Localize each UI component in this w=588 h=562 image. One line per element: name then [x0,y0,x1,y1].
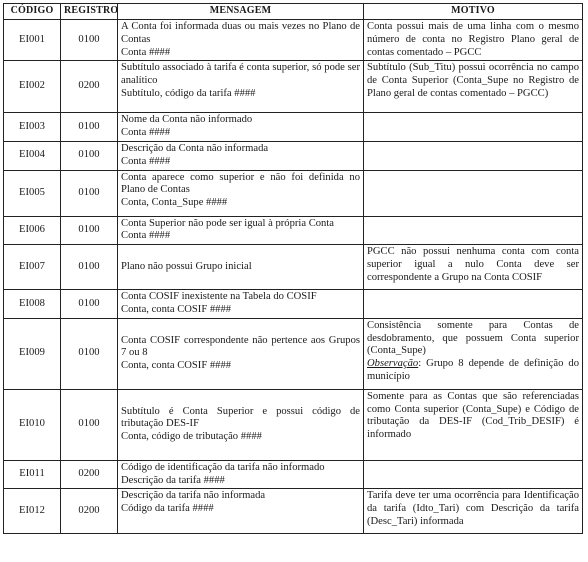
cell-mensagem [118,113,364,142]
table-row [4,318,583,389]
mensagem-line: Nome da Conta não informado [121,114,253,126]
mensagem-line: Conta, Conta_Supe #### [121,197,228,209]
cell-codigo: EI009 [4,318,61,389]
header-motivo: MOTIVO [364,4,583,20]
observacao-label: Observação [367,358,419,370]
cell-registro: 0100 [61,245,118,290]
header-registro: REGISTRO [61,4,118,20]
cell-codigo: EI007 [4,245,61,290]
cell-codigo: EI012 [4,489,61,534]
cell-motivo [364,113,583,142]
motivo-line: Conta possui mais de uma linha com o mesmo número de conta no Registro Plano geral de contas comentado – PGCC [367,21,579,58]
cell-registro: 0100 [61,216,118,245]
motivo-line: Consistência somente para Contas de desdobramento, que possuem Conta superior (Conta_Supe) [367,319,579,357]
table-row [4,170,583,216]
mensagem-line: Descrição da tarifa não informada [121,490,266,502]
mensagem-line: Conta, conta COSIF #### [121,303,232,315]
cell-registro: 0200 [61,61,118,113]
cell-codigo: EI005 [4,170,61,216]
mensagem-line: Conta Superior não pode ser igual à própria Conta [121,217,334,229]
table-row [4,141,583,170]
table-row [4,113,583,142]
table-row [4,245,583,290]
cell-registro: 0100 [61,290,118,319]
cell-codigo: EI011 [4,460,61,489]
cell-registro: 0200 [61,460,118,489]
mensagem-line: Conta #### [121,46,171,58]
cell-registro: 0100 [61,20,118,61]
table-row [4,460,583,489]
motivo-line: Subtítulo (Sub_Titu) possui ocorrência no campo de Conta Superior (Conta_Supe no Registro de Plano geral de contas comentado – PGCC) [367,62,579,99]
cell-codigo: EI006 [4,216,61,245]
cell-mensagem [118,141,364,170]
table-row [4,216,583,245]
error-codes-table [3,3,583,534]
cell-mensagem [118,20,364,61]
cell-mensagem [118,245,364,290]
mensagem-line: Subtítulo é Conta Superior e possui código de tributação DES-IF [121,405,360,430]
table-row [4,20,583,61]
table-row [4,389,583,460]
cell-motivo [364,170,583,216]
mensagem-line: Conta COSIF correspondente não pertence aos Grupos 7 ou 8 [121,334,360,359]
cell-motivo [364,460,583,489]
cell-motivo [364,290,583,319]
motivo-line: Tarifa deve ter uma ocorrência para Identificação da tarifa (Idto_Tari) com Descrição da tarifa (Desc_Tari) informada [367,490,579,527]
cell-codigo: EI008 [4,290,61,319]
mensagem-line: Plano não possui Grupo inicial [121,260,252,272]
cell-mensagem [118,489,364,534]
cell-motivo [364,141,583,170]
mensagem-line: Conta #### [121,155,171,167]
cell-motivo [364,245,583,290]
observacao-text: : Grupo 8 depende de definição do município [367,358,579,382]
cell-mensagem [118,61,364,113]
mensagem-line: Conta, código de tributação #### [121,431,262,443]
cell-registro: 0100 [61,318,118,389]
cell-motivo [364,318,583,389]
motivo-observacao [367,358,579,384]
mensagem-line: Conta #### [121,230,171,242]
mensagem-line: Descrição da tarifa #### [121,474,225,486]
cell-codigo: EI002 [4,61,61,113]
mensagem-line: Subtítulo associado à tarifa é conta superior, só pode ser analítico [121,62,360,87]
cell-motivo [364,20,583,61]
cell-mensagem [118,460,364,489]
motivo-line: PGCC não possui nenhuma conta com conta superior igual a nulo Conta deve ser correspondente a Grupo na Conta COSIF [367,246,579,283]
document-page [3,3,582,534]
mensagem-line: Conta COSIF inexistente na Tabela do COSIF [121,291,317,303]
cell-mensagem [118,290,364,319]
table-row [4,489,583,534]
mensagem-line: Conta, conta COSIF #### [121,360,232,372]
mensagem-line: Conta aparece como superior e não foi definida no Plano de Contas [121,171,360,196]
table-row [4,290,583,319]
cell-registro: 0100 [61,113,118,142]
mensagem-line: Código de identificação da tarifa não informado [121,461,325,473]
motivo-line: Somente para as Contas que são referenciadas como Conta superior (Conta_Supe) e Código de tributação da DES-IF (Cod_Trib_DESIF) é informado [367,390,579,441]
table-row [4,61,583,113]
cell-motivo [364,389,583,460]
cell-codigo: EI004 [4,141,61,170]
cell-codigo: EI003 [4,113,61,142]
cell-codigo: EI001 [4,20,61,61]
cell-mensagem [118,389,364,460]
table-header-row [4,4,583,20]
header-codigo: CÓDIGO [4,4,61,20]
cell-motivo [364,216,583,245]
mensagem-line: Descrição da Conta não informada [121,142,269,154]
cell-registro: 0100 [61,141,118,170]
cell-mensagem [118,170,364,216]
cell-mensagem [118,318,364,389]
mensagem-line: Subtítulo, código da tarifa #### [121,87,256,99]
cell-motivo [364,61,583,113]
cell-registro: 0200 [61,489,118,534]
mensagem-line: Código da tarifa #### [121,503,214,515]
mensagem-line: A Conta foi informada duas ou mais vezes no Plano de Contas [121,21,360,45]
cell-registro: 0100 [61,170,118,216]
cell-motivo [364,489,583,534]
cell-registro: 0100 [61,389,118,460]
cell-codigo: EI010 [4,389,61,460]
cell-mensagem [118,216,364,245]
header-mensagem: MENSAGEM [118,4,364,20]
mensagem-line: Conta #### [121,127,171,139]
